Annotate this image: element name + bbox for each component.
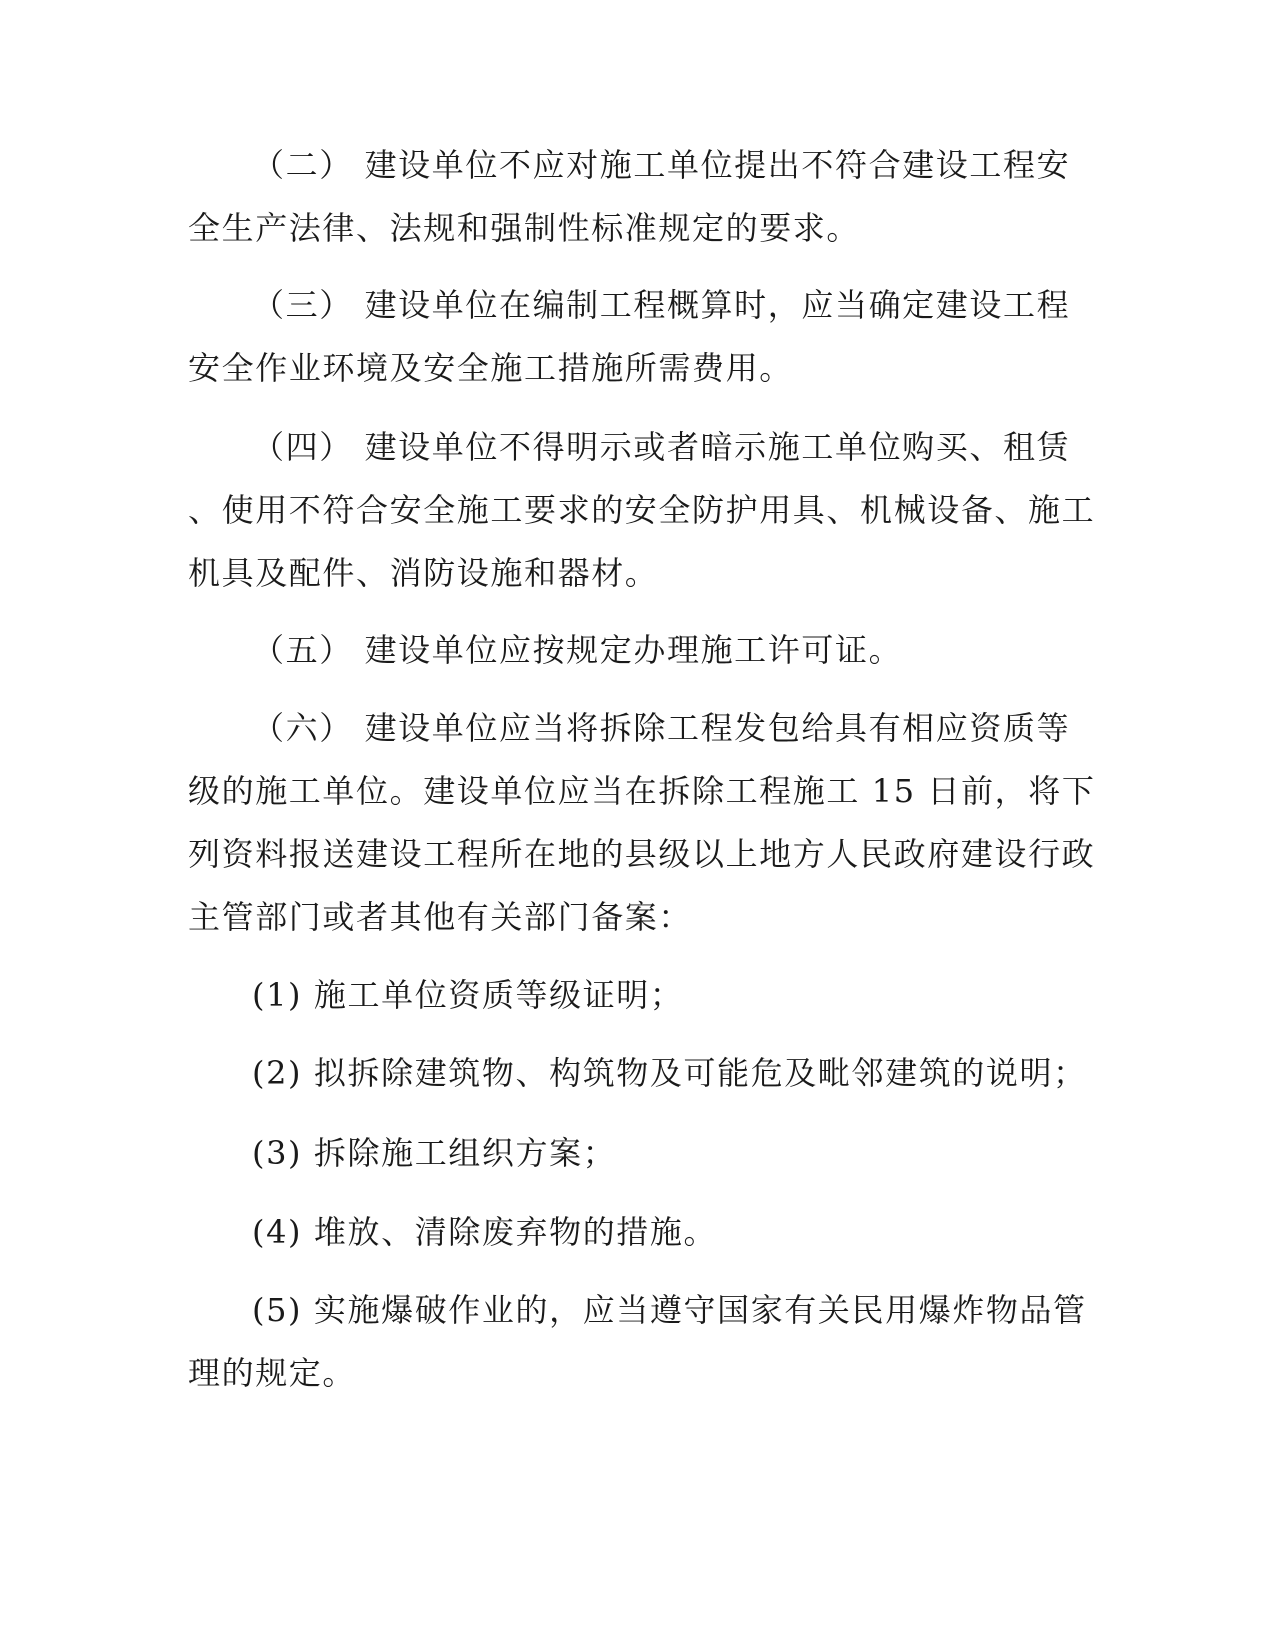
paragraph-item-3-line-2: 安全作业环境及安全施工措施所需费用。 bbox=[188, 349, 793, 387]
paragraph-item-5-line-1: （五） 建设单位应按规定办理施工许可证。 bbox=[252, 631, 903, 669]
paragraph-item-3-line-1: （三） 建设单位在编制工程概算时，应当确定建设工程 bbox=[252, 286, 1071, 324]
list-item-4: (4) 堆放、清除废弃物的措施。 bbox=[252, 1213, 718, 1251]
paragraph-item-4-line-1: （四） 建设单位不得明示或者暗示施工单位购买、租赁 bbox=[252, 428, 1071, 466]
list-item-1: (1) 施工单位资质等级证明； bbox=[252, 976, 684, 1014]
list-item-5-line-2: 理的规定。 bbox=[188, 1354, 357, 1392]
list-item-2: (2) 拟拆除建筑物、构筑物及可能危及毗邻建筑的说明； bbox=[252, 1054, 1087, 1092]
paragraph-item-6-line-4: 主管部门或者其他有关部门备案： bbox=[188, 898, 693, 936]
paragraph-item-2-line-2: 全生产法律、法规和强制性标准规定的要求。 bbox=[188, 209, 861, 247]
paragraph-item-2-line-1: （二） 建设单位不应对施工单位提出不符合建设工程安 bbox=[252, 146, 1071, 184]
paragraph-item-6-line-3: 列资料报送建设工程所在地的县级以上地方人民政府建设行政 bbox=[188, 835, 1096, 873]
paragraph-item-4-line-2: 、使用不符合安全施工要求的安全防护用具、机械设备、施工 bbox=[188, 491, 1096, 529]
paragraph-item-6-line-1: （六） 建设单位应当将拆除工程发包给具有相应资质等 bbox=[252, 709, 1071, 747]
list-item-3: (3) 拆除施工组织方案； bbox=[252, 1134, 617, 1172]
paragraph-item-6-line-2: 级的施工单位。建设单位应当在拆除工程施工 15 日前，将下 bbox=[188, 772, 1096, 810]
list-item-5-line-1: (5) 实施爆破作业的，应当遵守国家有关民用爆炸物品管 bbox=[252, 1291, 1087, 1329]
paragraph-item-4-line-3: 机具及配件、消防设施和器材。 bbox=[188, 554, 659, 592]
